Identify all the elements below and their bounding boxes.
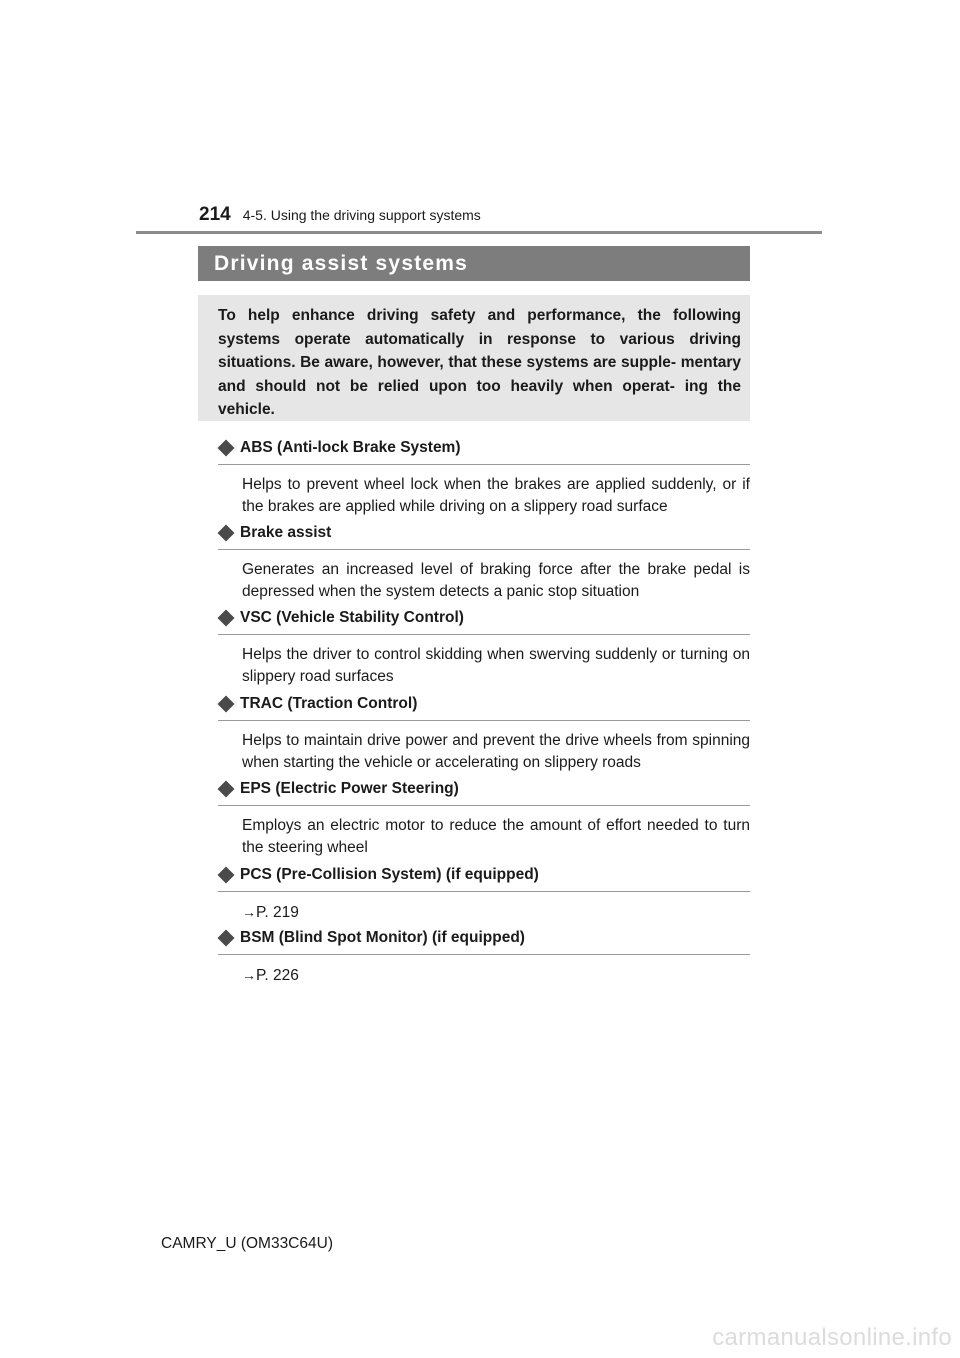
item-heading: PCS (Pre-Collision System) (if equipped)	[240, 866, 539, 883]
watermark: carmanualsonline.info	[712, 1324, 952, 1351]
list-item-trac	[218, 694, 750, 774]
list-item-abs	[218, 438, 750, 518]
page-title-bar	[198, 246, 750, 281]
diamond-bullet-icon	[218, 696, 235, 713]
item-description: Helps the driver to control skidding when swerving suddenly or turning on slippery road surfaces	[242, 646, 750, 685]
diamond-bullet-icon	[218, 930, 235, 947]
page-number: 214	[199, 204, 231, 225]
item-heading-row	[218, 865, 750, 892]
item-heading: EPS (Electric Power Steering)	[240, 780, 459, 797]
diamond-bullet-icon	[218, 525, 235, 542]
list-item-pcs	[218, 865, 750, 924]
item-heading: TRAC (Traction Control)	[240, 695, 418, 712]
intro-box	[198, 295, 750, 421]
page-reference-link[interactable]: P. 219	[256, 904, 299, 921]
list-item-bsm	[218, 928, 750, 987]
item-heading: ABS (Anti-lock Brake System)	[240, 439, 461, 456]
page-reference	[242, 964, 750, 987]
list-item-vsc	[218, 608, 750, 688]
page-reference	[242, 901, 750, 924]
item-description: Generates an increased level of braking force after the brake pedal is depressed when the system detects a panic stop situation	[242, 561, 750, 600]
header-divider	[136, 231, 822, 234]
document-footer: CAMRY_U (OM33C64U)	[161, 1235, 333, 1252]
item-heading: Brake assist	[240, 524, 332, 541]
item-heading-row	[218, 779, 750, 806]
item-description: Helps to prevent wheel lock when the brakes are applied suddenly, or if the brakes are applied while driving on a slippery road surface	[242, 476, 750, 515]
item-heading-row	[218, 438, 750, 465]
page-reference-link[interactable]: P. 226	[256, 967, 299, 984]
diamond-bullet-icon	[218, 610, 235, 627]
diamond-bullet-icon	[218, 781, 235, 798]
diamond-bullet-icon	[218, 440, 235, 457]
item-heading: BSM (Blind Spot Monitor) (if equipped)	[240, 929, 525, 946]
intro-text: To help enhance driving safety and performance, the following systems operate automatically in response to various driving situations. Be aware, however, that these systems are supple- mentary and should not be relied upon too heavily when operat- ing the vehicle.	[218, 307, 741, 418]
list-item-eps	[218, 779, 750, 859]
item-heading-row	[218, 608, 750, 635]
list-item-brake-assist	[218, 523, 750, 603]
item-heading-row	[218, 523, 750, 550]
arrow-right-icon: →	[242, 967, 256, 983]
section-title: 4-5. Using the driving support systems	[242, 207, 481, 223]
page-title: Driving assist systems	[214, 251, 469, 275]
item-heading: VSC (Vehicle Stability Control)	[240, 609, 464, 626]
page-header	[199, 204, 481, 232]
item-description: Employs an electric motor to reduce the amount of effort needed to turn the steering wheel	[242, 817, 750, 856]
item-description: Helps to maintain drive power and prevent the drive wheels from spinning when starting the vehicle or accelerating on slippery roads	[242, 732, 750, 771]
item-heading-row	[218, 928, 750, 955]
arrow-right-icon: →	[242, 904, 256, 920]
item-heading-row	[218, 694, 750, 721]
diamond-bullet-icon	[218, 867, 235, 884]
